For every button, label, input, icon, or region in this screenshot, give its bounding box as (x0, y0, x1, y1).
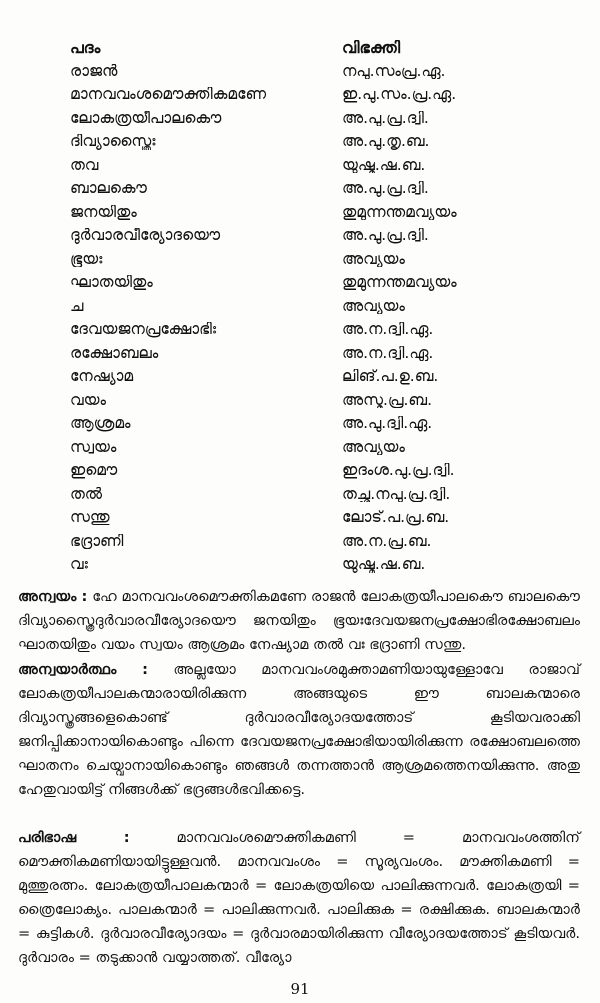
table-body (70, 60, 570, 577)
case-cell: തുമുന്നന്തമവ്യയം (342, 204, 457, 220)
anvayam-label: അന്വയം : (18, 588, 88, 605)
word-cell: ലോകത്രയീപാലകൌ (70, 110, 222, 126)
table-row (70, 224, 570, 248)
table-row (70, 83, 570, 107)
case-cell: അസ്മ.പ്ര.ബ. (342, 392, 433, 408)
anvayam-text: ഹേ മാനവവംശമൌക്തികമണേ രാജൻ ലോകത്രയീപാലകൌ ബാലകൌ ദിവ്യാസ്ത്രൈദുർവാരവീര്യോദയൌ ജനയിതും ഭൂയഃദേവയജനപ്രക്ഷോഭിരക്ഷോബലം ഘാതയിതും വയം സ്വയം ആശ്രമം നേഷ്യാമ തൽ വഃ ഭദ്രാണി സന്തു. (18, 588, 580, 653)
word-cell: നേഷ്യാമ (70, 369, 134, 385)
case-cell: തച്ഛ.നപു.പ്ര.ദ്വി. (342, 486, 451, 502)
word-cell: തവ (70, 157, 99, 173)
table-row (70, 60, 570, 84)
header-case: വിഭക്തി (342, 39, 401, 56)
table-row (70, 389, 570, 413)
vocabulary-table (70, 36, 570, 577)
table-row (70, 506, 570, 530)
table-row (70, 248, 570, 272)
table-row (70, 436, 570, 460)
page-number: 91 (290, 980, 310, 998)
table-row (70, 154, 570, 178)
case-cell: അ.ന.ദ്വി.ഏ. (342, 345, 434, 361)
table-row (70, 553, 570, 577)
table-row (70, 295, 570, 319)
case-cell: നപു.സംപ്ര.ഏ. (342, 63, 446, 79)
table-row (70, 271, 570, 295)
word-cell: വഃ (70, 557, 88, 573)
table-row (70, 201, 570, 225)
table-row (70, 483, 570, 507)
paribhasha-text: മാനവവംശമൌക്തികമണി = മാനവവംശത്തിന് മൌക്തികമണിയായിട്ടുള്ളവൻ. മാനവവംശം = സൂര്യവംശം. മൗക്തികമണി = മുത്തുരത്നം. ലോകത്രയീപാലകന്മാർ = ലോകത്രയിയെ പാലിക്കുന്നവർ. ലോകത്രയി = ത്രൈലോക്യം. പാലകന്മാർ = പാലിക്കുന്നവർ. പാലിക്കുക = രക്ഷിക്കുക. ബാലകന്മാർ = കുട്ടികൾ. ദുർവാരവീര്യോദയം = ദുർവാരമായിരിക്കുന്ന വീര്യോദയത്തോട് കൂടിയവർ. ദുർവാരം = തടുക്കാൻ വയ്യാത്തത്. വീര്യോ (18, 829, 580, 966)
case-cell: അ.പു.പ്ര.ദ്വി. (342, 181, 429, 197)
anvayam-paragraph (18, 585, 580, 657)
paribhasha-label: പരിഭാഷ : (18, 829, 130, 846)
table-header (70, 36, 570, 60)
case-cell: അ.ന.ദ്വി.ഏ. (342, 322, 434, 338)
case-cell: അ.പു.തൃ.ബ. (342, 134, 430, 150)
word-cell: ബാലകൌ (70, 181, 147, 197)
case-cell: ഇ.പു.സം.പ്ര.ഏ. (342, 87, 457, 103)
word-cell: മാനവവംശമൌക്തികമണേ (70, 87, 266, 103)
anvayartham-text: അല്ലയോ മാനവവംശമുക്താമണിയായുള്ളോവേ രാജാവ് ലോകത്രയീപാലകന്മാരായിരിക്കുന്ന അങ്ങയുടെ ഈ ബാലകന്മാരെ ദിവ്യാസ്ത്രങ്ങളെകൊണ്ട് ദുർവാരവീര്യോദയത്തോട് കൂടിയവരാക്കി ജനിപ്പിക്കാനായികൊണ്ടും പിന്നെ ദേവയജനപ്രക്ഷോഭിയായിരിക്കുന്ന രക്ഷോബലത്തെ ഘാതനം ചെയ്വാനായികൊണ്ടും ഞങ്ങൾ തന്നത്താൻ ആശ്രമത്തെനയിക്കുന്നു. അതു ഹേതുവായിട്ട് നിങ്ങൾക്ക് ഭദ്രങ്ങൾഭവിക്കട്ടെ. (18, 661, 580, 798)
word-cell: ദിവ്യാസ്ത്രൈഃ (70, 134, 156, 150)
table-row (70, 177, 570, 201)
table-row (70, 318, 570, 342)
case-cell: ലോട്.പ.പ്ര.ബ. (342, 510, 450, 526)
table-row (70, 130, 570, 154)
word-cell: രാജൻ (70, 63, 118, 79)
case-cell: അ.പു.ദ്വി.ഏ. (342, 416, 433, 432)
word-cell: തൽ (70, 486, 103, 502)
anvayartham-label: അന്വയാർത്ഥം : (18, 661, 148, 678)
case-cell: തുമുന്നന്തമവ്യയം (342, 275, 457, 291)
word-cell: ജനയിതും (70, 204, 137, 220)
word-cell: വയം (70, 392, 106, 408)
word-cell: ദേവയജനപ്രക്ഷോഭിഃ (70, 322, 217, 338)
case-cell: യുഷ്മ.ഷ.ബ. (342, 557, 426, 573)
word-cell: സ്വയം (70, 439, 117, 455)
table-row (70, 530, 570, 554)
word-cell: ആശ്രമം (70, 416, 131, 432)
case-cell: യുഷ്മ.ഷ.ബ. (342, 157, 426, 173)
word-cell: സന്തു (70, 510, 110, 526)
case-cell: അ.പു.പ്ര.ദ്വി. (342, 228, 429, 244)
case-cell: അ.പു.പ്ര.ദ്വി. (342, 110, 429, 126)
word-cell: ദുർവാരവീര്യോദയൌ (70, 228, 221, 244)
case-cell: അ.ന.പ്ര.ബ. (342, 533, 432, 549)
case-cell: ഇദംശ.പു.പ്ര.ദ്വി. (342, 463, 455, 479)
table-row (70, 107, 570, 131)
word-cell: രക്ഷോബലം (70, 345, 159, 361)
word-cell: ഘാതയിതും (70, 275, 153, 291)
word-cell: ഭദ്രാണി (70, 533, 124, 549)
paribhasha-paragraph (18, 826, 580, 970)
header-word: പദം (70, 39, 101, 56)
table-row (70, 459, 570, 483)
anvayartham-paragraph (18, 658, 580, 802)
table-row (70, 412, 570, 436)
case-cell: അവ്യയം (342, 251, 405, 267)
word-cell: ഭൂയഃ (70, 251, 103, 267)
case-cell: ലിങ്.പ.ഉ.ബ. (342, 369, 439, 385)
table-row (70, 342, 570, 366)
case-cell: അവ്യയം (342, 439, 405, 455)
word-cell: ച (70, 298, 84, 314)
table-row (70, 365, 570, 389)
word-cell: ഇമൌ (70, 463, 118, 479)
case-cell: അവ്യയം (342, 298, 405, 314)
